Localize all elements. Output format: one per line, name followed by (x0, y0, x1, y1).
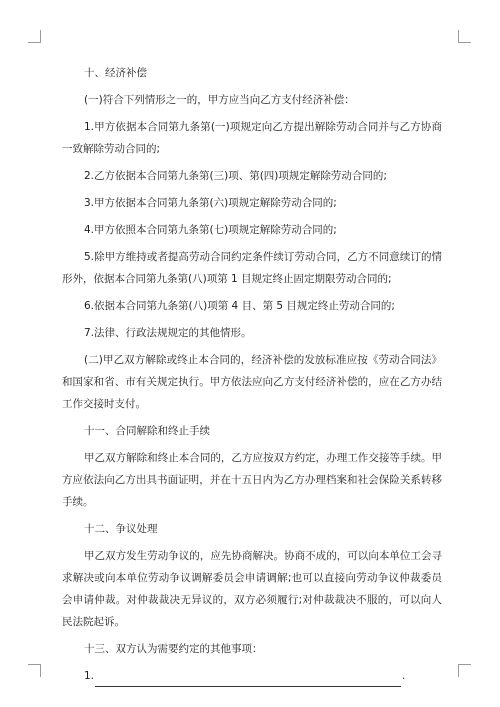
clause-10-1-item-3: 3.甲方依据本合同第九条第(六)项规定解除劳动合同的; (84, 197, 337, 209)
section-11-heading: 十一、合同解除和终止手续 (84, 425, 210, 437)
section-13-heading: 十三、双方认为需要约定的其他事项： (84, 643, 263, 655)
clause-10-1-intro: (一)符合下列情形之一的，甲方应当向乙方支付经济补偿： (84, 94, 355, 106)
clause-10-1-item-1: 1.甲方依据本合同第九条第(一)项规定向乙方提出解除劳动合同并与乙方协商一致解除劳动合同的; (62, 121, 442, 155)
crop-mark-top-left (28, 30, 41, 43)
other-matters-item-1 (62, 665, 442, 687)
document-body (62, 62, 442, 687)
fill-item-end: . (402, 670, 406, 682)
clause-10-1-item-4: 4.甲方依照本合同第九条第(七)项规定解除劳动合同的; (84, 224, 337, 236)
crop-mark-bottom-left (28, 664, 41, 677)
clause-11-body: 甲乙双方解除和终止本合同的，乙方应按双方约定，办理工作交接等手续。甲方应依法向乙方出具书面证明，并在十五日内为乙方办理档案和社会保险关系转移手续。 (62, 452, 442, 508)
clause-10-1-item-7: 7.法律、行政法规规定的其他情形。 (84, 327, 252, 339)
clause-10-1-item-6: 6.依据本合同第九条第(八)项第 4 目、第 5 目规定终止劳动合同的; (84, 300, 395, 312)
fill-in-blank-line[interactable] (95, 671, 401, 687)
crop-mark-bottom-right (458, 664, 471, 677)
section-12-heading: 十二、争议处理 (84, 523, 158, 535)
clause-10-2: (二)甲乙双方解除或终止本合同的，经济补偿的发放标准应按《劳动合同法》和国家和省、市有关规定执行。甲方依法应向乙方支付经济补偿的，应在乙方办结工作交接时支付。 (62, 354, 442, 410)
section-10-heading: 十、经济补偿 (84, 67, 147, 79)
clause-10-1-item-2: 2.乙方依据本合同第九条第(三)项、第(四)项规定解除劳动合同的; (84, 170, 387, 182)
crop-mark-top-right (458, 30, 471, 43)
clause-10-1-item-5: 5.除甲方维持或者提高劳动合同约定条件续订劳动合同，乙方不同意续订的情形外，依据本合同第九条第(八)项第 1 目规定终止固定期限劳动合同的; (62, 251, 442, 285)
clause-12-body: 甲乙双方发生劳动争议的，应先协商解决。协商不成的，可以向本单位工会寻求解决或向本单位劳动争议调解委员会申请调解;也可以直接向劳动争议仲裁委员会申请仲裁。对仲裁裁决无异议的，双方必须履行;对仲裁裁决不服的，可以向人民法院起诉。 (62, 550, 442, 628)
fill-item-number: 1. (84, 670, 95, 682)
